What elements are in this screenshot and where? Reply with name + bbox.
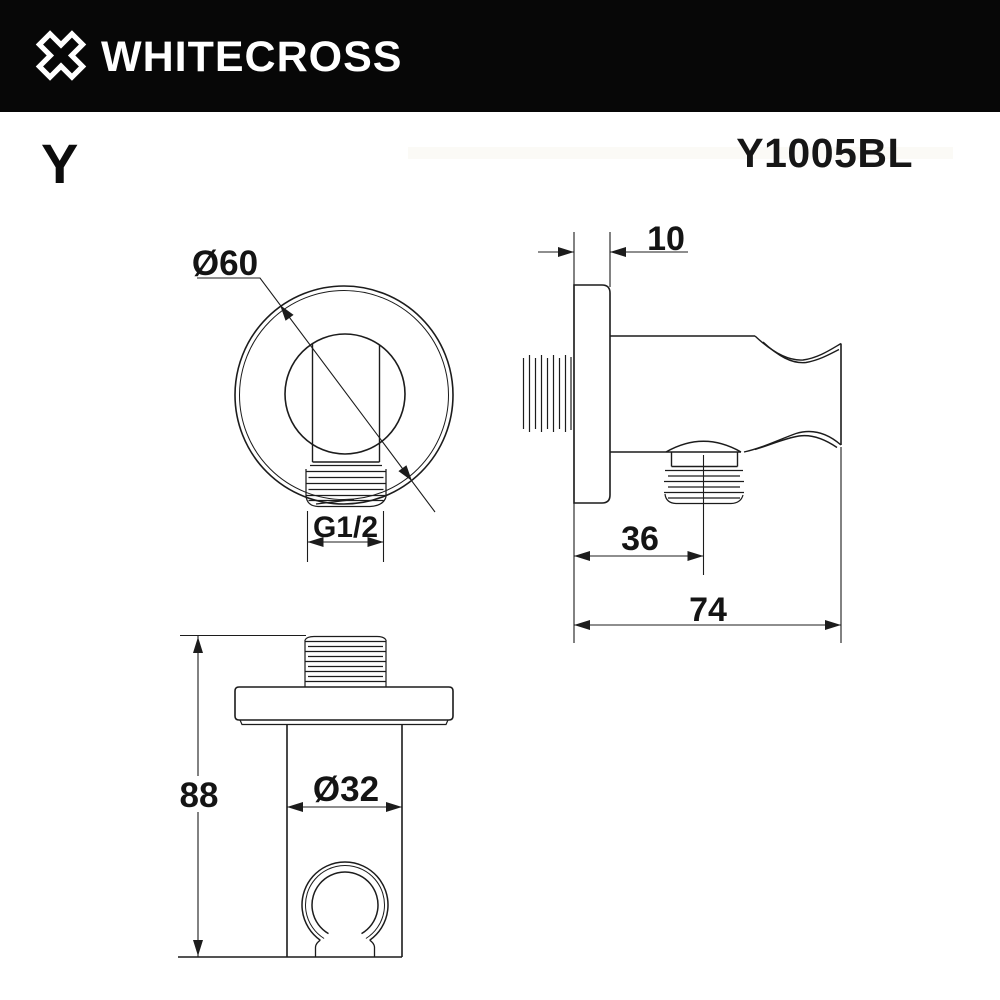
arrowhead bbox=[398, 465, 416, 484]
arrowhead bbox=[193, 940, 203, 956]
outer-flange-circle-inner-rim bbox=[240, 291, 449, 500]
wall-thread bbox=[524, 355, 572, 432]
arrowhead bbox=[558, 247, 574, 257]
front-outlet-thread bbox=[306, 466, 386, 507]
dim-label-outlet-offset: 36 bbox=[621, 520, 659, 558]
arrowhead bbox=[610, 247, 626, 257]
model-code: Y1005BL bbox=[736, 130, 913, 176]
arrowhead bbox=[287, 802, 303, 812]
holder-ring bbox=[302, 862, 388, 957]
dim-label-body-diameter: Ø32 bbox=[312, 770, 380, 809]
dim-label-flange-depth: 10 bbox=[647, 220, 685, 258]
bottom-view bbox=[178, 636, 453, 958]
dim-label-outlet-thread: G1/2 bbox=[312, 511, 379, 544]
x-cross-icon bbox=[33, 26, 89, 84]
dim-label-flange-diameter: Ø60 bbox=[191, 244, 259, 283]
header-bar bbox=[0, 0, 1000, 112]
inner-bore-circle bbox=[285, 334, 405, 454]
series-label: Y bbox=[41, 132, 79, 195]
top-thread bbox=[305, 637, 386, 688]
arrowhead bbox=[825, 620, 841, 630]
arrowhead bbox=[688, 551, 704, 561]
dim-label-total-height: 88 bbox=[179, 776, 219, 815]
arrowhead bbox=[574, 620, 590, 630]
front-view bbox=[192, 244, 453, 562]
body-outline bbox=[610, 336, 755, 452]
side-view bbox=[524, 220, 842, 643]
arrowhead bbox=[574, 551, 590, 561]
flange-disc bbox=[235, 687, 453, 725]
brand-wordmark: WHITECROSS bbox=[101, 33, 403, 81]
extension-lines bbox=[574, 232, 841, 643]
dim-label-total-depth: 74 bbox=[689, 591, 727, 629]
holder-bracket bbox=[744, 336, 841, 452]
arrowhead bbox=[386, 802, 402, 812]
arrowhead bbox=[193, 637, 203, 653]
wall-flange-plate bbox=[574, 285, 610, 503]
outlet-thread bbox=[664, 471, 744, 504]
